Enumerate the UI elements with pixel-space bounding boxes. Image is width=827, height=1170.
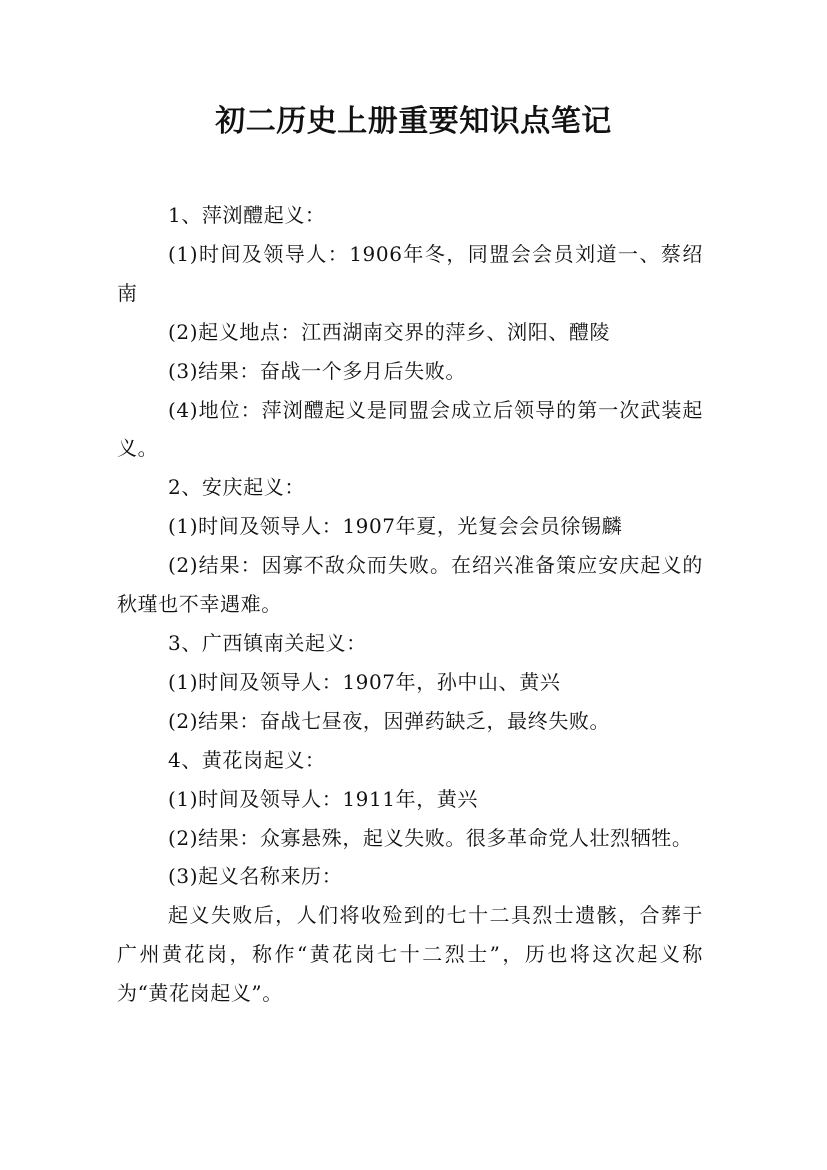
paragraph-result: (2)结果：因寡不敌众而失败。在绍兴准备策应安庆起义的秋瑾也不幸遇难。 bbox=[117, 553, 703, 617]
paragraph-result: (2)结果：众寡悬殊，起义失败。很多革命党人壮烈牺牲。 bbox=[168, 825, 693, 850]
paragraph-result: (2)结果：奋战七昼夜，因弹药缺乏，最终失败。 bbox=[168, 708, 611, 733]
paragraph-time-leaders: (1)时间及领导人：1911年，黄兴 bbox=[168, 786, 479, 811]
heading-huanghuagang-uprising: 4、黄花岗起义： bbox=[168, 747, 326, 772]
document-body bbox=[117, 196, 703, 1013]
paragraph-name-origin-heading: (3)起义名称来历： bbox=[168, 864, 343, 889]
paragraph-time-leaders: (1)时间及领导人：1906年冬，同盟会会员刘道一、蔡绍南 bbox=[117, 241, 703, 305]
paragraph-status: (4)地位：萍浏醴起义是同盟会成立后领导的第一次武装起义。 bbox=[117, 397, 703, 461]
paragraph-location: (2)起义地点：江西湖南交界的萍乡、浏阳、醴陵 bbox=[168, 319, 611, 344]
heading-zhennanguan-uprising: 3、广西镇南关起义： bbox=[168, 630, 367, 655]
paragraph-result: (3)结果：奋战一个多月后失败。 bbox=[168, 358, 466, 383]
heading-anqing-uprising: 2、安庆起义： bbox=[168, 475, 305, 500]
heading-pingliuli-uprising: 1、萍浏醴起义： bbox=[168, 203, 326, 227]
document-title: 初二历史上册重要知识点笔记 bbox=[215, 104, 612, 139]
paragraph-time-leaders: (1)时间及领导人：1907年，孙中山、黄兴 bbox=[168, 669, 561, 694]
paragraph-time-leaders: (1)时间及领导人：1907年夏，光复会会员徐锡麟 bbox=[168, 514, 623, 539]
paragraph-name-origin: 起义失败后，人们将收殓到的七十二具烈士遗骸，合葬于广州黄花岗，称作“黄花岗七十二烈士”，历也将这次起义称为“黄花岗起义”。 bbox=[117, 903, 703, 1006]
